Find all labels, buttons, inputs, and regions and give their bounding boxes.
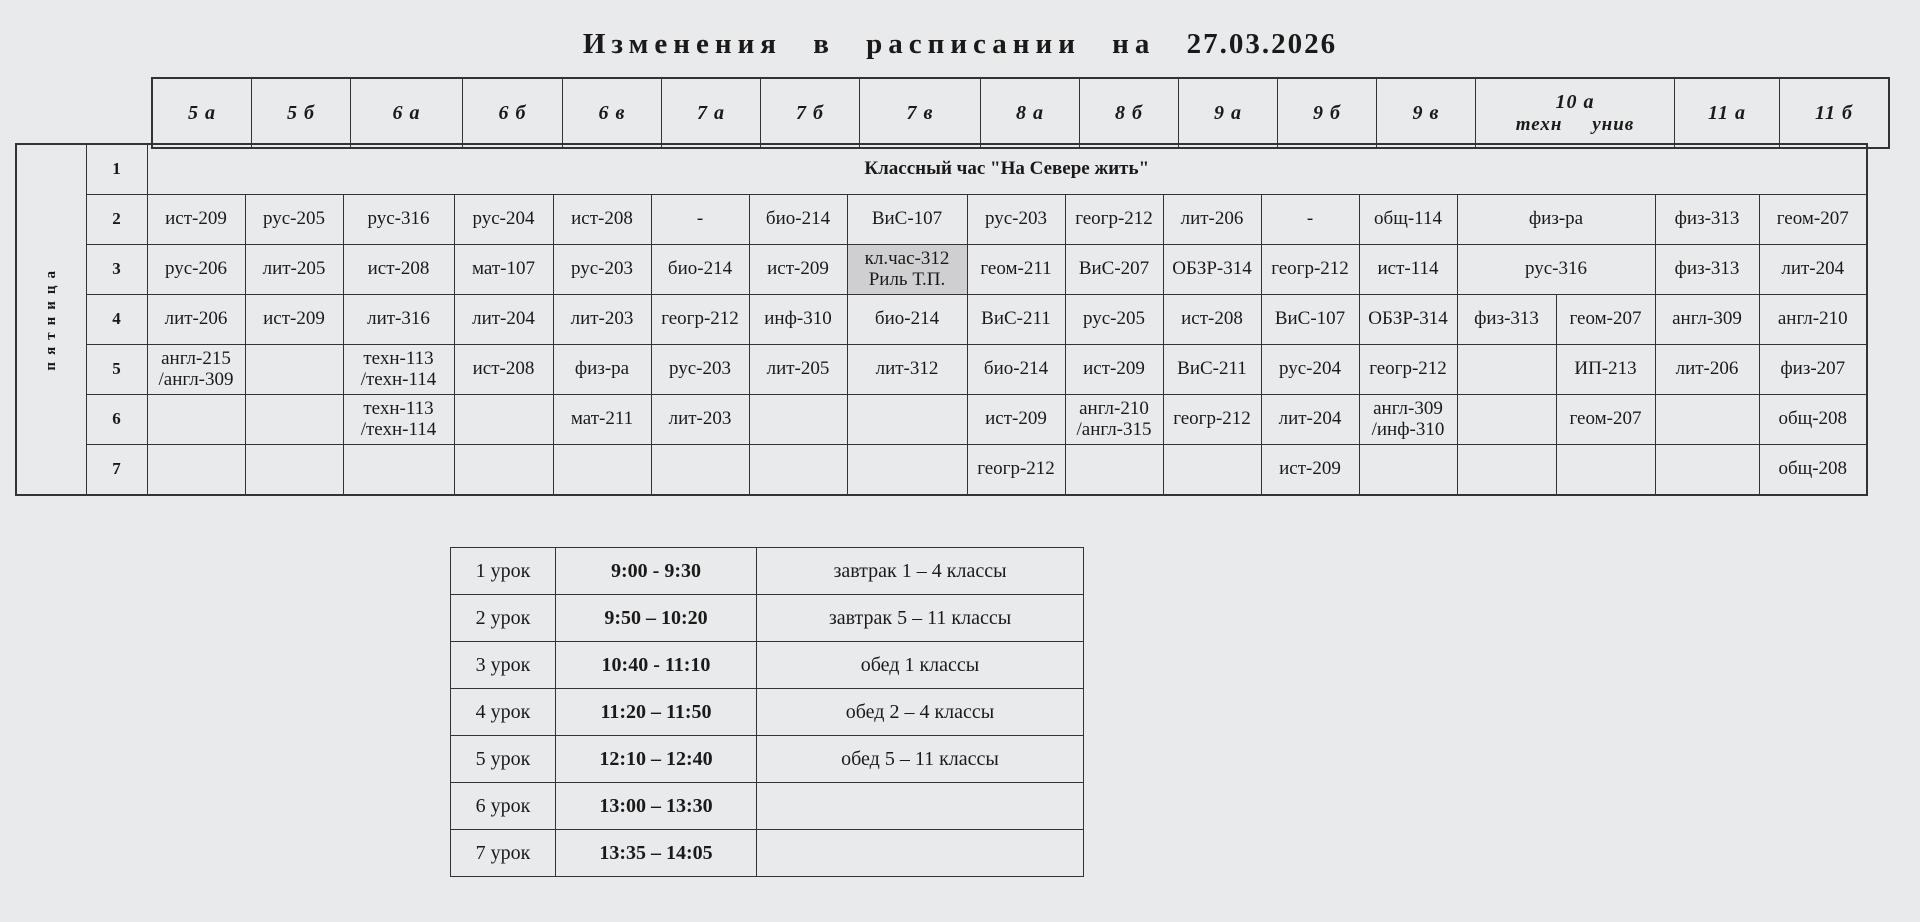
- class-hour-event: Классный час "На Севере жить": [147, 144, 1867, 195]
- schedule-cell: [1457, 395, 1556, 445]
- schedule-cell: био-214: [967, 345, 1065, 395]
- schedule-cell: ист-208: [1163, 295, 1261, 345]
- class-header: 9 б: [1278, 78, 1377, 148]
- schedule-cell: лит-312: [847, 345, 967, 395]
- cell-line: Риль Т.П.: [868, 268, 946, 290]
- table-row: [16, 395, 1867, 445]
- schedule-cell: лит-205: [749, 345, 847, 395]
- schedule-cell: англ-210: [1759, 295, 1867, 345]
- table-row: [451, 595, 1084, 642]
- bell-note: обед 1 классы: [757, 642, 1084, 689]
- cell-line: англ-215: [161, 347, 231, 369]
- schedule-cell: [245, 445, 343, 496]
- schedule-table: [15, 143, 1868, 496]
- class-header: 5 б: [252, 78, 351, 148]
- bell-time: 10:40 - 11:10: [556, 642, 757, 689]
- schedule-cell: геогр-212: [651, 295, 749, 345]
- class-10-profiles: техн унив: [1515, 113, 1635, 135]
- schedule-cell: [245, 345, 343, 395]
- bell-lesson: 6 урок: [451, 783, 556, 830]
- title-date: 27.03.2026: [1186, 28, 1338, 60]
- schedule-cell: ист-209: [245, 295, 343, 345]
- schedule-cell: геом-207: [1759, 195, 1867, 245]
- lesson-number: 6: [86, 395, 147, 445]
- schedule-cell: ист-209: [749, 245, 847, 295]
- lesson-number: 2: [86, 195, 147, 245]
- schedule-cell: [343, 445, 454, 496]
- schedule-cell: [343, 395, 454, 445]
- page-title: [0, 28, 1920, 61]
- lesson-number: 1: [86, 144, 147, 195]
- table-row: [451, 689, 1084, 736]
- cell-line: кл.час-312: [864, 247, 950, 269]
- schedule-cell: лит-204: [1759, 245, 1867, 295]
- schedule-cell: рус-205: [1065, 295, 1163, 345]
- cell-line: /инф-310: [1371, 418, 1445, 440]
- bell-time: 9:00 - 9:30: [556, 548, 757, 595]
- schedule-cell: [1065, 395, 1163, 445]
- class-header: 7 б: [761, 78, 860, 148]
- schedule-cell: [1065, 445, 1163, 496]
- schedule-cell: -: [1261, 195, 1359, 245]
- schedule-cell: физ-ра: [553, 345, 651, 395]
- schedule-cell: геом-207: [1556, 295, 1655, 345]
- class-header: 9 а: [1179, 78, 1278, 148]
- schedule-cell: лит-203: [651, 395, 749, 445]
- schedule-cell: [1359, 445, 1457, 496]
- table-row: [451, 783, 1084, 830]
- class-header: 5 а: [152, 78, 252, 148]
- schedule-cell: геогр-212: [1359, 345, 1457, 395]
- schedule-cell: геом-211: [967, 245, 1065, 295]
- schedule-cell: био-214: [651, 245, 749, 295]
- schedule-cell: ВиС-107: [847, 195, 967, 245]
- schedule-cell: рус-204: [454, 195, 553, 245]
- schedule-cell: лит-206: [1655, 345, 1759, 395]
- schedule-cell: [847, 445, 967, 496]
- schedule-cell: геогр-212: [1261, 245, 1359, 295]
- schedule-cell: -: [651, 195, 749, 245]
- schedule-cell: био-214: [749, 195, 847, 245]
- bell-time: 12:10 – 12:40: [556, 736, 757, 783]
- lesson-number: 3: [86, 245, 147, 295]
- bell-note: [757, 830, 1084, 877]
- class-header-row: [151, 77, 1890, 149]
- schedule-cell: [749, 445, 847, 496]
- schedule-cell: инф-310: [749, 295, 847, 345]
- schedule-cell: рус-205: [245, 195, 343, 245]
- cell-line: /техн-114: [360, 368, 437, 390]
- class-header: 11 б: [1780, 78, 1890, 148]
- table-row: [451, 548, 1084, 595]
- cell-line: техн-113: [363, 347, 434, 369]
- table-row: [16, 445, 1867, 496]
- schedule-cell: мат-211: [553, 395, 651, 445]
- schedule-cell: физ-ра: [1457, 195, 1655, 245]
- title-prefix: Изменения в расписании на: [582, 28, 1156, 60]
- table-row: [16, 295, 1867, 345]
- schedule-cell: ист-208: [553, 195, 651, 245]
- schedule-cell: ист-114: [1359, 245, 1457, 295]
- bell-lesson: 2 урок: [451, 595, 556, 642]
- table-row: [16, 195, 1867, 245]
- schedule-cell: [454, 445, 553, 496]
- schedule-cell: рус-316: [343, 195, 454, 245]
- day-label: пятница: [16, 144, 86, 495]
- cell-line: /англ-315: [1076, 418, 1152, 440]
- schedule-cell: [1457, 345, 1556, 395]
- schedule-cell: физ-313: [1655, 195, 1759, 245]
- class-header: 6 а: [351, 78, 463, 148]
- bell-schedule-table: [450, 547, 1084, 877]
- bell-lesson: 7 урок: [451, 830, 556, 877]
- schedule-cell: [147, 345, 245, 395]
- schedule-cell: мат-107: [454, 245, 553, 295]
- schedule-cell: [1655, 445, 1759, 496]
- schedule-cell: ист-209: [147, 195, 245, 245]
- table-row: [16, 245, 1867, 295]
- cell-line: англ-210: [1079, 397, 1149, 419]
- schedule-cell: геогр-212: [967, 445, 1065, 496]
- schedule-cell: геом-207: [1556, 395, 1655, 445]
- cell-line: техн-113: [363, 397, 434, 419]
- lesson-number: 5: [86, 345, 147, 395]
- schedule-cell: рус-206: [147, 245, 245, 295]
- bell-note: завтрак 5 – 11 классы: [757, 595, 1084, 642]
- schedule-cell: [1655, 395, 1759, 445]
- class-header: 11 а: [1675, 78, 1780, 148]
- schedule-cell: ист-209: [967, 395, 1065, 445]
- schedule-cell: рус-203: [651, 345, 749, 395]
- class-header: 6 в: [563, 78, 662, 148]
- schedule-cell: [847, 395, 967, 445]
- table-row: [451, 642, 1084, 689]
- schedule-cell: ВиС-207: [1065, 245, 1163, 295]
- schedule-cell: био-214: [847, 295, 967, 345]
- bell-time: 11:20 – 11:50: [556, 689, 757, 736]
- schedule-cell: рус-316: [1457, 245, 1655, 295]
- bell-lesson: 4 урок: [451, 689, 556, 736]
- lesson-number: 4: [86, 295, 147, 345]
- bell-lesson: 1 урок: [451, 548, 556, 595]
- class-header: 6 б: [463, 78, 563, 148]
- schedule-cell: ист-209: [1065, 345, 1163, 395]
- bell-time: 13:35 – 14:05: [556, 830, 757, 877]
- schedule-cell: [343, 345, 454, 395]
- schedule-cell: [1556, 445, 1655, 496]
- schedule-cell: [749, 395, 847, 445]
- class-header: 9 в: [1377, 78, 1476, 148]
- schedule-cell: лит-205: [245, 245, 343, 295]
- table-row: [16, 345, 1867, 395]
- schedule-cell: рус-203: [967, 195, 1065, 245]
- schedule-cell: ВиС-211: [1163, 345, 1261, 395]
- schedule-cell: физ-207: [1759, 345, 1867, 395]
- bell-lesson: 3 урок: [451, 642, 556, 689]
- class-header: 8 б: [1080, 78, 1179, 148]
- cell-line: англ-309: [1373, 397, 1443, 419]
- schedule-cell: ист-209: [1261, 445, 1359, 496]
- schedule-cell: [245, 395, 343, 445]
- bell-time: 9:50 – 10:20: [556, 595, 757, 642]
- schedule-cell: общ-208: [1759, 395, 1867, 445]
- cell-line: /англ-309: [158, 368, 234, 390]
- bell-note: завтрак 1 – 4 классы: [757, 548, 1084, 595]
- cell-line: /техн-114: [360, 418, 437, 440]
- class-header: 7 в: [860, 78, 981, 148]
- schedule-cell: общ-208: [1759, 445, 1867, 496]
- schedule-cell: ВиС-107: [1261, 295, 1359, 345]
- table-row: [16, 144, 1867, 195]
- schedule-cell: [1359, 395, 1457, 445]
- bell-note: обед 2 – 4 классы: [757, 689, 1084, 736]
- bell-time: 13:00 – 13:30: [556, 783, 757, 830]
- schedule-cell: ист-208: [454, 345, 553, 395]
- schedule-cell: рус-204: [1261, 345, 1359, 395]
- table-row: [451, 830, 1084, 877]
- bell-lesson: 5 урок: [451, 736, 556, 783]
- schedule-cell: [147, 395, 245, 445]
- schedule-cell: ВиС-211: [967, 295, 1065, 345]
- schedule-cell: ИП-213: [1556, 345, 1655, 395]
- class-header: 7 а: [662, 78, 761, 148]
- schedule-cell: ист-208: [343, 245, 454, 295]
- schedule-cell: лит-204: [454, 295, 553, 345]
- schedule-cell: [147, 445, 245, 496]
- schedule-cell: лит-204: [1261, 395, 1359, 445]
- schedule-cell: лит-206: [147, 295, 245, 345]
- schedule-cell: физ-313: [1655, 245, 1759, 295]
- schedule-cell: рус-203: [553, 245, 651, 295]
- schedule-cell: ОБЗР-314: [1359, 295, 1457, 345]
- class-header: 8 а: [981, 78, 1080, 148]
- schedule-cell: [454, 395, 553, 445]
- schedule-cell: [651, 445, 749, 496]
- class-10-name: 10 а: [1555, 90, 1595, 113]
- schedule-cell: англ-309: [1655, 295, 1759, 345]
- class-header-10a: [1476, 78, 1675, 148]
- schedule-cell: геогр-212: [1065, 195, 1163, 245]
- schedule-cell: лит-316: [343, 295, 454, 345]
- schedule-cell: физ-313: [1457, 295, 1556, 345]
- schedule-cell: лит-203: [553, 295, 651, 345]
- bell-note: [757, 783, 1084, 830]
- table-row: [451, 736, 1084, 783]
- schedule-cell: [1163, 445, 1261, 496]
- schedule-cell: [1457, 445, 1556, 496]
- schedule-cell: ОБЗР-314: [1163, 245, 1261, 295]
- schedule-cell: лит-206: [1163, 195, 1261, 245]
- schedule-cell: общ-114: [1359, 195, 1457, 245]
- bell-note: обед 5 – 11 классы: [757, 736, 1084, 783]
- schedule-cell: [553, 445, 651, 496]
- lesson-number: 7: [86, 445, 147, 496]
- highlighted-cell: [847, 245, 967, 295]
- schedule-cell: геогр-212: [1163, 395, 1261, 445]
